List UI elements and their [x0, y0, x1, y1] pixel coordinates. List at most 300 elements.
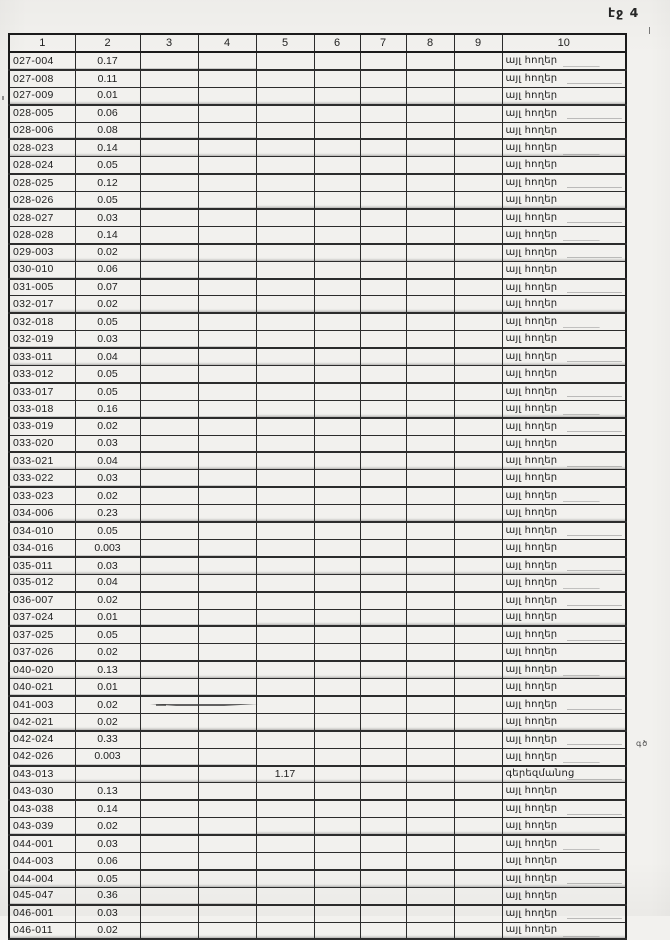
column-header: 4: [198, 34, 256, 52]
empty-cell: [140, 383, 198, 400]
table-row: [9, 435, 626, 452]
empty-cell: [406, 348, 454, 365]
empty-cell: [140, 661, 198, 678]
empty-cell: [140, 192, 198, 209]
empty-cell: [406, 626, 454, 643]
empty-cell: [140, 296, 198, 313]
empty-cell: [314, 592, 360, 609]
area-value-cell: [256, 348, 314, 365]
empty-cell: [406, 905, 454, 922]
empty-cell: [360, 435, 406, 452]
empty-cell: [314, 192, 360, 209]
empty-cell: [406, 887, 454, 904]
table-row: [9, 70, 626, 87]
area-value-cell: 0.05: [75, 366, 140, 383]
empty-cell: [140, 261, 198, 278]
empty-cell: [314, 800, 360, 817]
table-row: [9, 366, 626, 383]
land-type-cell: այլ հողեր: [502, 818, 626, 835]
empty-cell: [360, 696, 406, 713]
empty-cell: [454, 713, 502, 730]
empty-cell: [454, 557, 502, 574]
area-value-cell: [75, 766, 140, 783]
empty-cell: [360, 70, 406, 87]
empty-cell: [406, 366, 454, 383]
scan-smudge-dashes: [150, 704, 258, 706]
table-row: [9, 800, 626, 817]
empty-cell: [314, 296, 360, 313]
land-type-cell: այլ հողեր: [502, 592, 626, 609]
area-value-cell: [256, 70, 314, 87]
empty-cell: [406, 539, 454, 556]
area-value-cell: 1.17: [256, 766, 314, 783]
empty-cell: [360, 87, 406, 104]
empty-cell: [454, 418, 502, 435]
table-row: [9, 470, 626, 487]
area-value-cell: 0.03: [75, 331, 140, 348]
table-row: [9, 766, 626, 783]
empty-cell: [454, 522, 502, 539]
area-value-cell: 0.05: [75, 522, 140, 539]
area-value-cell: 0.06: [75, 261, 140, 278]
empty-cell: [454, 261, 502, 278]
empty-cell: [406, 696, 454, 713]
empty-cell: [140, 487, 198, 504]
empty-cell: [314, 505, 360, 522]
area-value-cell: 0.003: [75, 748, 140, 765]
land-type-cell: այլ հողեր: [502, 522, 626, 539]
empty-cell: [360, 609, 406, 626]
land-type-cell: այլ հողեր: [502, 331, 626, 348]
land-type-cell: այլ հողեր: [502, 261, 626, 278]
parcel-code-cell: 028-023: [9, 139, 75, 156]
empty-cell: [314, 331, 360, 348]
table-row: [9, 313, 626, 330]
land-type-cell: այլ հողեր: [502, 139, 626, 156]
parcel-code-cell: 033-021: [9, 452, 75, 469]
area-value-cell: 0.13: [75, 661, 140, 678]
table-row: [9, 348, 626, 365]
empty-cell: [454, 452, 502, 469]
land-type-cell: այլ հողեր: [502, 696, 626, 713]
land-type-cell: այլ հողեր: [502, 435, 626, 452]
table-row: [9, 748, 626, 765]
empty-cell: [314, 748, 360, 765]
area-value-cell: [256, 244, 314, 261]
land-type-cell: այլ հողեր: [502, 713, 626, 730]
empty-cell: [360, 487, 406, 504]
empty-cell: [454, 70, 502, 87]
area-value-cell: 0.03: [75, 905, 140, 922]
empty-cell: [140, 835, 198, 852]
area-value-cell: 0.07: [75, 279, 140, 296]
area-value-cell: 0.14: [75, 226, 140, 243]
area-value-cell: [256, 122, 314, 139]
parcel-code-cell: 037-024: [9, 609, 75, 626]
area-value-cell: 0.08: [75, 122, 140, 139]
area-value-cell: [256, 331, 314, 348]
empty-cell: [198, 348, 256, 365]
empty-cell: [140, 279, 198, 296]
table-row: [9, 487, 626, 504]
empty-cell: [454, 87, 502, 104]
area-value-cell: 0.02: [75, 644, 140, 661]
land-type-cell: այլ հողեր: [502, 313, 626, 330]
empty-cell: [406, 400, 454, 417]
empty-cell: [406, 209, 454, 226]
empty-cell: [406, 592, 454, 609]
empty-cell: [454, 122, 502, 139]
empty-cell: [360, 418, 406, 435]
empty-cell: [198, 383, 256, 400]
empty-cell: [360, 348, 406, 365]
table-row: [9, 592, 626, 609]
empty-cell: [198, 139, 256, 156]
area-value-cell: [256, 800, 314, 817]
land-type-cell: այլ հողեր: [502, 905, 626, 922]
land-type-cell: այլ հողեր: [502, 70, 626, 87]
empty-cell: [198, 209, 256, 226]
empty-cell: [454, 783, 502, 800]
parcel-code-cell: 043-013: [9, 766, 75, 783]
empty-cell: [140, 209, 198, 226]
empty-cell: [406, 574, 454, 591]
table-row: [9, 331, 626, 348]
empty-cell: [314, 226, 360, 243]
empty-cell: [140, 70, 198, 87]
empty-cell: [198, 713, 256, 730]
parcel-code-cell: 034-010: [9, 522, 75, 539]
area-value-cell: 0.05: [75, 157, 140, 174]
empty-cell: [198, 887, 256, 904]
area-value-cell: [256, 296, 314, 313]
empty-cell: [198, 870, 256, 887]
empty-cell: [454, 192, 502, 209]
empty-cell: [314, 366, 360, 383]
parcel-code-cell: 034-006: [9, 505, 75, 522]
empty-cell: [314, 713, 360, 730]
area-value-cell: 0.02: [75, 818, 140, 835]
empty-cell: [198, 366, 256, 383]
land-type-cell: այլ հողեր: [502, 52, 626, 70]
empty-cell: [314, 574, 360, 591]
table-row: [9, 574, 626, 591]
empty-cell: [406, 835, 454, 852]
land-type-cell: այլ հողեր: [502, 574, 626, 591]
area-value-cell: [256, 226, 314, 243]
empty-cell: [198, 174, 256, 191]
table-row: [9, 279, 626, 296]
table-row: [9, 522, 626, 539]
empty-cell: [198, 313, 256, 330]
empty-cell: [140, 679, 198, 696]
empty-cell: [314, 452, 360, 469]
area-value-cell: 0.03: [75, 209, 140, 226]
area-value-cell: 0.003: [75, 539, 140, 556]
parcel-code-cell: 032-018: [9, 313, 75, 330]
empty-cell: [140, 226, 198, 243]
empty-cell: [454, 435, 502, 452]
empty-cell: [140, 400, 198, 417]
land-type-cell: այլ հողեր: [502, 852, 626, 869]
empty-cell: [314, 70, 360, 87]
empty-cell: [406, 505, 454, 522]
parcel-code-cell: 027-008: [9, 70, 75, 87]
area-value-cell: 0.17: [75, 52, 140, 70]
area-value-cell: [256, 366, 314, 383]
empty-cell: [198, 452, 256, 469]
empty-cell: [198, 731, 256, 748]
column-header: 8: [406, 34, 454, 52]
empty-cell: [198, 470, 256, 487]
empty-cell: [140, 139, 198, 156]
empty-cell: [140, 452, 198, 469]
area-value-cell: 0.02: [75, 592, 140, 609]
empty-cell: [360, 192, 406, 209]
area-value-cell: 0.03: [75, 557, 140, 574]
empty-cell: [454, 52, 502, 70]
area-value-cell: [256, 383, 314, 400]
column-header: 3: [140, 34, 198, 52]
land-type-cell: այլ հողեր: [502, 452, 626, 469]
cadastral-table: [8, 33, 627, 940]
empty-cell: [314, 626, 360, 643]
area-value-cell: 0.02: [75, 487, 140, 504]
empty-cell: [140, 766, 198, 783]
parcel-code-cell: 028-026: [9, 192, 75, 209]
parcel-code-cell: 046-011: [9, 922, 75, 939]
empty-cell: [406, 157, 454, 174]
empty-cell: [198, 70, 256, 87]
empty-cell: [198, 679, 256, 696]
table-row: [9, 174, 626, 191]
empty-cell: [314, 661, 360, 678]
empty-cell: [198, 418, 256, 435]
table-row: [9, 870, 626, 887]
empty-cell: [314, 435, 360, 452]
empty-cell: [406, 139, 454, 156]
empty-cell: [198, 766, 256, 783]
parcel-code-cell: 037-026: [9, 644, 75, 661]
empty-cell: [360, 400, 406, 417]
empty-cell: [406, 174, 454, 191]
parcel-code-cell: 028-025: [9, 174, 75, 191]
empty-cell: [198, 331, 256, 348]
empty-cell: [406, 852, 454, 869]
land-type-cell: այլ հողեր: [502, 557, 626, 574]
scan-speck: [2, 96, 4, 100]
empty-cell: [140, 539, 198, 556]
area-value-cell: [256, 52, 314, 70]
empty-cell: [140, 592, 198, 609]
empty-cell: [198, 105, 256, 122]
area-value-cell: 0.02: [75, 713, 140, 730]
empty-cell: [198, 261, 256, 278]
area-value-cell: [256, 418, 314, 435]
empty-cell: [198, 122, 256, 139]
land-type-cell: այլ հողեր: [502, 383, 626, 400]
empty-cell: [314, 696, 360, 713]
empty-cell: [454, 766, 502, 783]
empty-cell: [360, 470, 406, 487]
empty-cell: [360, 783, 406, 800]
empty-cell: [406, 122, 454, 139]
area-value-cell: 0.14: [75, 139, 140, 156]
empty-cell: [314, 279, 360, 296]
column-header: 9: [454, 34, 502, 52]
empty-cell: [140, 52, 198, 70]
empty-cell: [360, 748, 406, 765]
empty-cell: [360, 313, 406, 330]
empty-cell: [198, 644, 256, 661]
parcel-code-cell: 044-001: [9, 835, 75, 852]
parcel-code-cell: 040-021: [9, 679, 75, 696]
empty-cell: [198, 800, 256, 817]
empty-cell: [360, 905, 406, 922]
table-row: [9, 783, 626, 800]
empty-cell: [454, 852, 502, 869]
empty-cell: [140, 331, 198, 348]
empty-cell: [406, 731, 454, 748]
empty-cell: [140, 852, 198, 869]
land-type-cell: այլ հողեր: [502, 835, 626, 852]
land-type-cell: այլ հողեր: [502, 226, 626, 243]
empty-cell: [454, 592, 502, 609]
land-type-cell: այլ հողեր: [502, 870, 626, 887]
empty-cell: [454, 818, 502, 835]
land-type-cell: այլ հողեր: [502, 296, 626, 313]
empty-cell: [314, 887, 360, 904]
empty-cell: [360, 800, 406, 817]
land-type-cell: այլ հողեր: [502, 87, 626, 104]
empty-cell: [140, 800, 198, 817]
land-type-cell: այլ հողեր: [502, 783, 626, 800]
empty-cell: [198, 522, 256, 539]
land-type-cell: այլ հողեր: [502, 679, 626, 696]
area-value-cell: [256, 313, 314, 330]
table-row: [9, 105, 626, 122]
land-type-cell: այլ հողեր: [502, 122, 626, 139]
land-type-cell: այլ հողեր: [502, 800, 626, 817]
empty-cell: [198, 192, 256, 209]
area-value-cell: [256, 105, 314, 122]
area-value-cell: [256, 852, 314, 869]
empty-cell: [314, 835, 360, 852]
empty-cell: [140, 522, 198, 539]
parcel-code-cell: 037-025: [9, 626, 75, 643]
empty-cell: [140, 313, 198, 330]
empty-cell: [360, 105, 406, 122]
empty-cell: [454, 296, 502, 313]
table-row: [9, 383, 626, 400]
empty-cell: [314, 157, 360, 174]
empty-cell: [198, 609, 256, 626]
land-type-cell: այլ հողեր: [502, 209, 626, 226]
empty-cell: [140, 557, 198, 574]
empty-cell: [406, 818, 454, 835]
empty-cell: [454, 679, 502, 696]
empty-cell: [406, 487, 454, 504]
empty-cell: [406, 226, 454, 243]
empty-cell: [406, 261, 454, 278]
empty-cell: [454, 505, 502, 522]
land-type-cell: այլ հողեր: [502, 157, 626, 174]
table-row: [9, 244, 626, 261]
empty-cell: [198, 279, 256, 296]
empty-cell: [406, 766, 454, 783]
area-value-cell: 0.36: [75, 887, 140, 904]
parcel-code-cell: 046-001: [9, 905, 75, 922]
empty-cell: [360, 452, 406, 469]
empty-cell: [360, 157, 406, 174]
area-value-cell: 0.16: [75, 400, 140, 417]
area-value-cell: 0.05: [75, 383, 140, 400]
empty-cell: [140, 435, 198, 452]
empty-cell: [454, 887, 502, 904]
parcel-code-cell: 033-011: [9, 348, 75, 365]
empty-cell: [406, 105, 454, 122]
area-value-cell: [256, 574, 314, 591]
area-value-cell: [256, 748, 314, 765]
empty-cell: [406, 922, 454, 939]
area-value-cell: [256, 905, 314, 922]
empty-cell: [454, 644, 502, 661]
land-type-cell: այլ հողեր: [502, 887, 626, 904]
empty-cell: [198, 557, 256, 574]
column-header: 5: [256, 34, 314, 52]
table-row: [9, 644, 626, 661]
area-value-cell: [256, 870, 314, 887]
handwritten-margin-note: գծ: [636, 739, 649, 748]
land-type-cell: այլ հողեր: [502, 366, 626, 383]
empty-cell: [406, 679, 454, 696]
area-value-cell: 0.12: [75, 174, 140, 191]
area-value-cell: [256, 174, 314, 191]
table-row: [9, 452, 626, 469]
empty-cell: [454, 470, 502, 487]
land-type-cell: գերեզմանոց: [502, 766, 626, 783]
area-value-cell: 0.06: [75, 852, 140, 869]
empty-cell: [140, 922, 198, 939]
area-value-cell: [256, 783, 314, 800]
area-value-cell: [256, 487, 314, 504]
empty-cell: [454, 835, 502, 852]
area-value-cell: [256, 505, 314, 522]
empty-cell: [314, 174, 360, 191]
empty-cell: [406, 470, 454, 487]
empty-cell: [198, 226, 256, 243]
area-value-cell: 0.03: [75, 470, 140, 487]
parcel-code-cell: 043-030: [9, 783, 75, 800]
empty-cell: [360, 505, 406, 522]
empty-cell: [454, 696, 502, 713]
empty-cell: [198, 783, 256, 800]
empty-cell: [360, 209, 406, 226]
empty-cell: [360, 870, 406, 887]
empty-cell: [140, 626, 198, 643]
empty-cell: [198, 852, 256, 869]
table-row: [9, 122, 626, 139]
table-row: [9, 400, 626, 417]
empty-cell: [140, 644, 198, 661]
table-row: [9, 887, 626, 904]
empty-cell: [406, 609, 454, 626]
area-value-cell: 0.03: [75, 435, 140, 452]
area-value-cell: [256, 696, 314, 713]
empty-cell: [198, 435, 256, 452]
land-type-cell: այլ հողեր: [502, 922, 626, 939]
table-row: [9, 157, 626, 174]
